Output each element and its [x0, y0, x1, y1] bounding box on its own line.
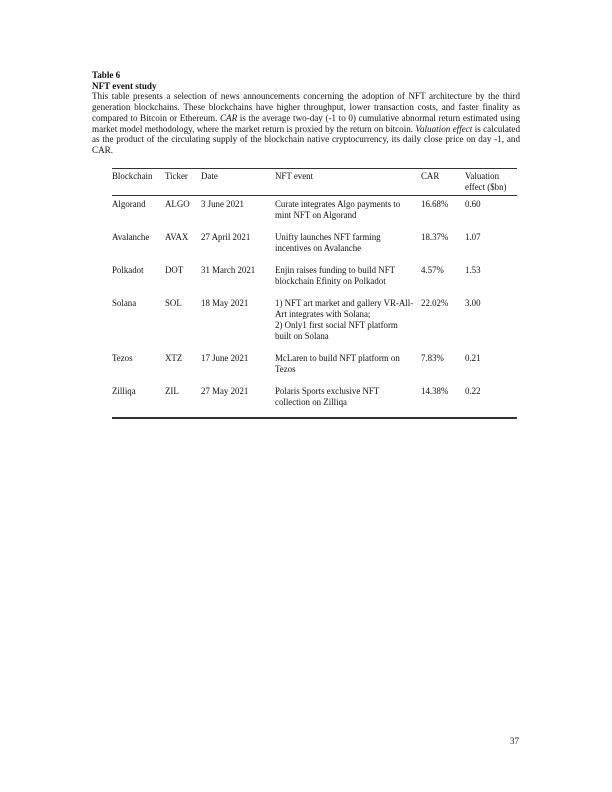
cell-date: 27 April 2021: [201, 232, 251, 242]
cell-blockchain: Algorand: [112, 199, 146, 209]
table-caption: [92, 70, 520, 156]
cell-event: Polaris Sports exclusive NFT collection on Zilliqa: [275, 386, 380, 407]
cell-valuation: 0.22: [465, 386, 481, 396]
table-row: [112, 230, 517, 263]
cell-car: 16.68%: [421, 199, 449, 209]
cell-car: 14.38%: [421, 386, 449, 396]
table-row: [112, 296, 517, 351]
table-row: [112, 196, 517, 231]
cell-event: Unifty launches NFT farming incentives on Avalanche: [275, 232, 381, 253]
event-line: 1) NFT art market and gallery VR-All-Art integrates with Solana;: [275, 298, 414, 319]
cell-ticker: ZIL: [165, 386, 179, 396]
cell-event: Enjin raises funding to build NFT blockchain Efinity on Polkadot: [275, 265, 395, 286]
cell-date: 18 May 2021: [201, 298, 249, 308]
cell-valuation: 0.60: [465, 199, 481, 209]
car-term: CAR: [219, 112, 238, 123]
table-row: [112, 263, 517, 296]
cell-date: 17 June 2021: [201, 353, 249, 363]
cell-date: 31 March 2021: [201, 265, 256, 275]
header-car: CAR: [421, 171, 440, 181]
cell-ticker: XTZ: [165, 353, 183, 363]
caption-text-2: is the average two-day (-1 to 0) cumulative abnormal return estimated using market model methodology, where the market return is proxied by the return on bitcoin.: [92, 112, 521, 134]
cell-ticker: DOT: [165, 265, 184, 275]
caption-body: [92, 91, 520, 155]
table-label: Table 6: [92, 70, 121, 80]
cell-blockchain: Solana: [112, 298, 137, 308]
cell-event: Curate integrates Algo payments to mint NFT on Algorand: [275, 199, 401, 220]
table-row: [112, 384, 517, 418]
cell-ticker: ALGO: [165, 199, 190, 209]
cell-date: 3 June 2021: [201, 199, 244, 209]
header-ticker: Ticker: [165, 171, 188, 181]
table-title: NFT event study: [92, 80, 157, 91]
cell-car: 22.02%: [421, 298, 449, 308]
header-event: NFT event: [275, 171, 314, 181]
cell-blockchain: Zilliqa: [112, 386, 136, 396]
cell-car: 7.83%: [421, 353, 444, 363]
page-number: 37: [510, 736, 519, 746]
cell-ticker: SOL: [165, 298, 182, 308]
cell-ticker: AVAX: [165, 232, 189, 242]
cell-valuation: 0.21: [465, 353, 481, 363]
table-header-row: [112, 169, 517, 196]
cell-blockchain: Avalanche: [112, 232, 150, 242]
valuation-term: Valuation effect: [415, 123, 473, 134]
cell-valuation: 3.00: [465, 298, 481, 308]
cell-blockchain: Tezos: [112, 353, 133, 363]
header-blockchain: Blockchain: [112, 171, 153, 181]
cell-car: 18.37%: [421, 232, 449, 242]
caption-text-3: is calculated as the product of the circulating supply of the blockchain native cryptocurrency, its daily close price on day -1, and CAR.: [92, 123, 521, 155]
cell-date: 27 May 2021: [201, 386, 249, 396]
cell-car: 4.57%: [421, 265, 444, 275]
caption-text-1: This table presents a selection of news announcements concerning the adoption of NFT architecture by the third generation blockchains. These blockchains have higher throughput, lower transaction costs, and faster finality as compared to Bitcoin or Ethereum.: [92, 91, 520, 123]
cell-blockchain: Polkadot: [112, 265, 144, 275]
header-date: Date: [201, 171, 218, 181]
event-line: 2) Only1 first social NFT platform built on Solana: [275, 320, 398, 341]
cell-event: McLaren to build NFT platform on Tezos: [275, 353, 400, 374]
nft-event-table: [112, 168, 517, 419]
header-valuation: Valuation effect ($bn): [465, 171, 507, 192]
cell-event: [275, 296, 421, 351]
cell-valuation: 1.53: [465, 265, 481, 275]
table-row: [112, 351, 517, 384]
cell-valuation: 1.07: [465, 232, 481, 242]
